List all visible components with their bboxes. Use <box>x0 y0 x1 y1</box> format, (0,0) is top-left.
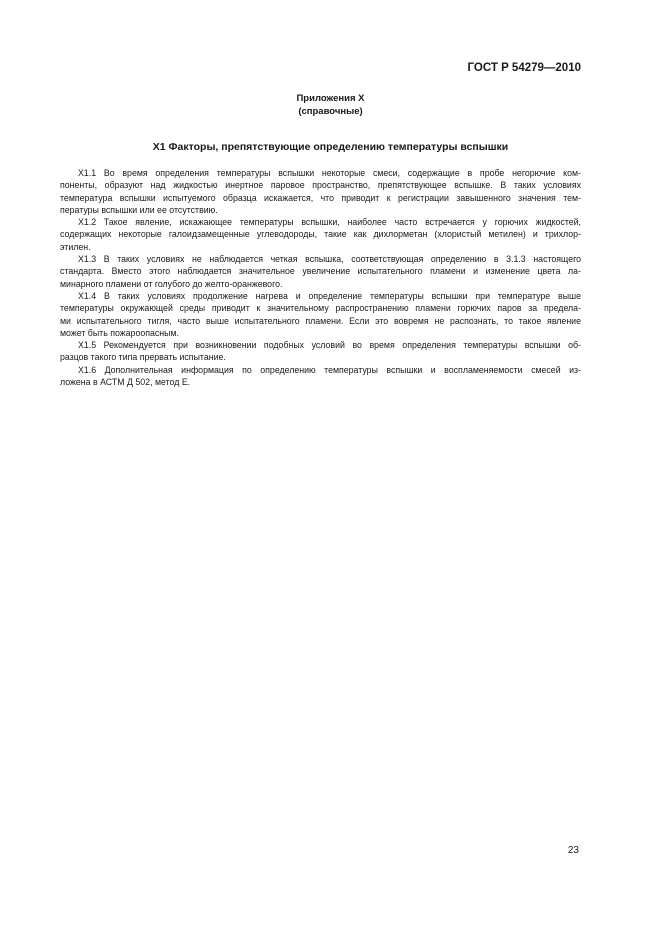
text-line: стандарта. Вместо этого наблюдается значительное увеличение испытательного пламени и изменение цвета ла- <box>60 266 581 277</box>
text-line: разцов такого типа прервать испытание. <box>60 352 226 363</box>
annex-title: Приложения X <box>296 93 365 104</box>
text-line: минарного пламени от голубого до желто-оранжевого. <box>60 278 283 289</box>
text-line: X1.1 Во время определения температуры вспышки некоторые смеси, содержащие в пробе негорючие ком- <box>78 168 581 178</box>
text-line: X1.6 Дополнительная информация по определению температуры вспышки и воспламеняемости смесей из- <box>78 364 581 375</box>
document-code: ГОСТ Р 54279—2010 <box>467 62 581 74</box>
text-line: ми испытательного тигля, часто выше испытательного пламени. Если это вовремя не распознать, то такое явление <box>60 315 581 326</box>
text-line: температуры окружающей среды приводит к значительному распространению пламени горючих паров за предела- <box>60 303 581 314</box>
text-line: этилен. <box>60 241 91 252</box>
body-text <box>60 167 581 388</box>
paragraph-x1-5 <box>60 339 581 364</box>
text-line: X1.4 В таких условиях продолжение нагрева и определение температуры вспышки при температуре выше <box>78 290 581 301</box>
paragraph-x1-1 <box>60 167 581 216</box>
text-line: пературы вспышки или ее отсутствию. <box>60 204 218 215</box>
text-line: содержащих некоторые галоидзамещенные углеводороды, такие как дихлорметан (хлористый метилен) и трихлор- <box>60 229 581 240</box>
paragraph-x1-3 <box>60 253 581 290</box>
text-line: поненты, образуют над жидкостью инертное паровое пространство, препятствующее вспышке. В таких условиях <box>60 180 581 191</box>
text-line: X1.5 Рекомендуется при возникновении подобных условий во время определения температуры вспышки об- <box>78 340 581 351</box>
annex-heading <box>0 92 661 118</box>
page-number: 23 <box>567 845 579 856</box>
text-line: может быть пожароопасным. <box>60 327 179 338</box>
text-line: температура вспышки испытуемого образца искажается, что приводит к регистрации завышенного значения тем- <box>60 192 581 203</box>
paragraph-x1-6 <box>60 364 581 389</box>
text-line: X1.3 В таких условиях не наблюдается четкая вспышка, соответствующая определению в 3.1.3 настоящего <box>78 254 581 265</box>
paragraph-x1-4 <box>60 290 581 339</box>
paragraph-x1-2 <box>60 216 581 253</box>
text-line: ложена в АСТМ Д 502, метод Е. <box>60 377 191 388</box>
text-line: X1.2 Такое явление, искажающее температуры вспышки, наиболее часто встречается у горючих жидкостей, <box>78 217 581 228</box>
annex-subtitle: (справочные) <box>298 106 363 117</box>
section-title: X1 Факторы, препятствующие определению температуры вспышки <box>152 141 509 153</box>
